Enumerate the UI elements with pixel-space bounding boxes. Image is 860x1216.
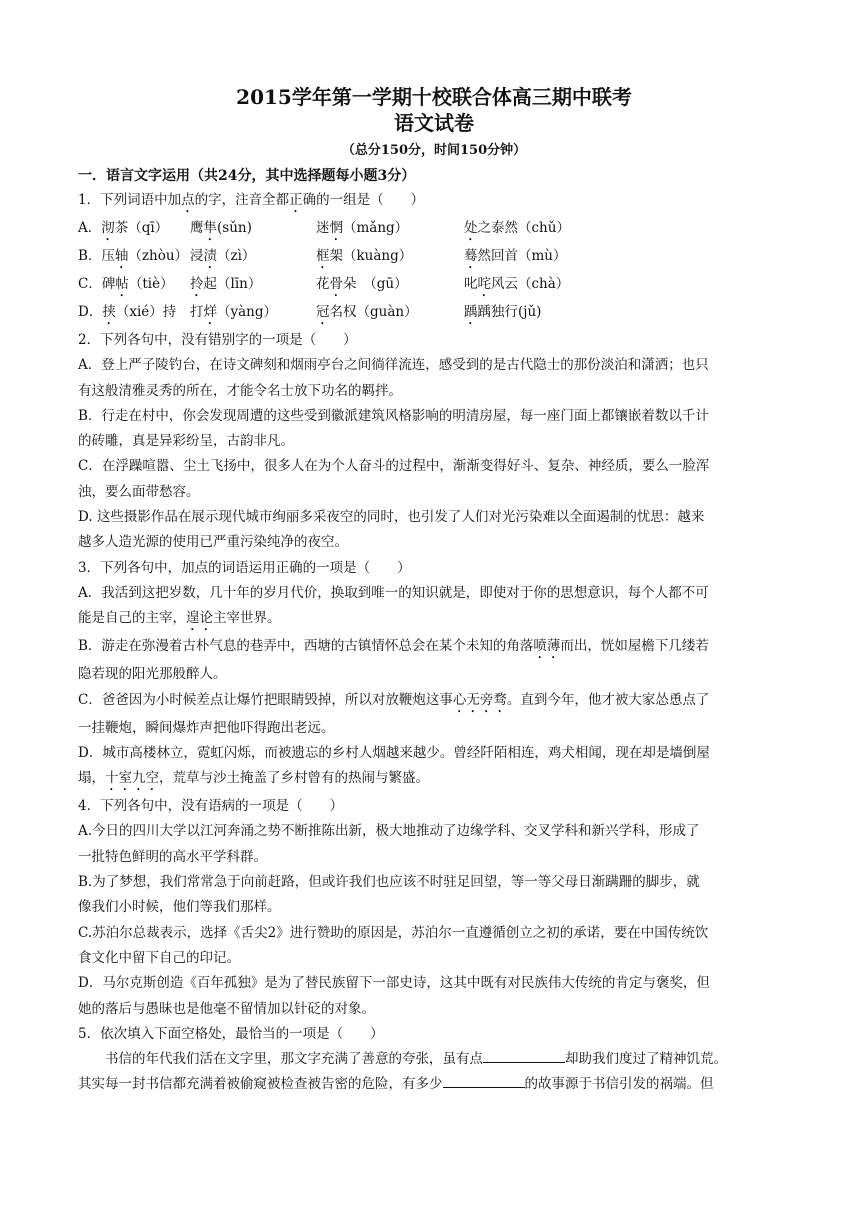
question-5-stem: 5．依次填入下面空格处，最恰当的一项是（ ） [78, 1025, 384, 1042]
marked-word: 喷薄 [533, 638, 561, 655]
question-3-option-b-line1 [78, 634, 790, 662]
text-span: B．游走在弥漫着古朴气息的巷弄中，西塘的古镇情怀总会在某个未知的角落 [78, 638, 534, 655]
exam-note: （总分150分，时间150分钟） [341, 143, 527, 158]
option-cell: 叱咤风云（chà） [464, 276, 570, 292]
question-2-option-b-line1: B．行走在村中，你会发现周遭的这些受到徽派建筑风格影响的明清房屋，每一座门面上都镶嵌着数以千计 [78, 407, 709, 424]
exam-page [78, 84, 790, 1098]
question-4-option-a-line1: A.今日的四川大学以江河奔涌之势不断推陈出新，极大地推动了边缘学科、交叉学科和新兴学科，形成了 [78, 823, 700, 840]
question-3-option-a-line1: A．我活到这把岁数，几十年的岁月代价，换取到唯一的知识就是，即使对于你的思想意识，每个人都不可 [78, 584, 709, 601]
question-3-option-a-line2: 能是自己的主宰，遑论主宰世界。 [78, 610, 281, 627]
question-1-option-a [78, 216, 790, 244]
option-cell: 打烊（yàng） [190, 304, 278, 320]
option-cell: 蓦然回首（mù） [464, 248, 567, 264]
text-span: 却助我们度过了精神饥荒。 [565, 1051, 727, 1068]
option-cell: 花骨朵 （gū） [316, 276, 408, 292]
question-2-option-d-line2: 越多人造光源的使用已严重污染纯净的夜空。 [78, 534, 348, 551]
option-cell: 鹰隼(sǔn) [190, 220, 252, 236]
text-span: 塌， [78, 770, 105, 787]
option-cell: A．沏茶（qī） [78, 220, 169, 236]
marked-word: 十室九空 [105, 770, 159, 787]
question-3-option-b-line2: 隐若现的阳光那般醉人。 [78, 666, 227, 683]
option-cell: 迷惘（mǎng） [316, 220, 409, 236]
option-cell: D．挟（xié）持 [78, 304, 177, 320]
option-cell: 冠名权（guàn） [316, 304, 418, 320]
question-4-option-b-line2: 像我们小时候，他们等我们那样。 [78, 899, 281, 916]
marked-word: 心无旁骛 [452, 691, 507, 708]
question-2-option-b-line2: 的砖雕，真是异彩纷呈，古韵非凡。 [78, 433, 294, 450]
option-cell: B．压轴（zhòu） [78, 248, 189, 264]
question-2-option-d-line1: D. 这些摄影作品在展示现代城市绚丽多采夜空的同时，也引发了人们对光污染难以全面遏制的忧思：越来 [78, 509, 705, 526]
text-span: 书信的年代我们活在文字里，那文字充满了善意的夸张，虽有点 [105, 1051, 483, 1068]
exam-subtitle: 语文试卷 [394, 111, 474, 135]
text-span: 而出，恍如屋檐下几缕若 [560, 638, 709, 655]
question-1-option-b [78, 244, 790, 272]
question-4-option-c-line2: 食文化中留下自己的印记。 [78, 949, 240, 966]
question-3-option-d-line2 [78, 766, 790, 794]
text-span: 其实每一封书信都充满着被偷窥被检查被告密的危险，有多少 [78, 1076, 443, 1093]
question-2-option-a-line1: A．登上严子陵钓台，在诗文碑刻和烟雨亭台之间徜徉流连，感受到的是古代隐士的那份淡泊和潇洒；也只 [78, 357, 709, 374]
exam-title: 2015学年第一学期十校联合体高三期中联考 [236, 85, 632, 109]
question-5-passage-line2 [78, 1072, 790, 1097]
section-heading: 一．语言文字运用（共24分，其中选择题每小题3分） [78, 168, 416, 184]
question-4-option-a-line2: 一批特色鲜明的高水平学科群。 [78, 848, 267, 865]
option-cell: 拎起（līn） [190, 276, 262, 292]
question-1-option-c [78, 272, 790, 300]
option-cell: 浸渍（zì） [190, 248, 256, 264]
question-2-stem: 2．下列各句中，没有错别字的一项是（ ） [78, 332, 357, 348]
option-cell: 框架（kuàng） [316, 248, 413, 264]
question-3-option-c-line1 [78, 688, 790, 716]
marked-word: 遑论 [186, 610, 213, 627]
question-4-stem: 4．下列各句中，没有语病的一项是（ ） [78, 798, 344, 815]
question-2-option-a-line2: 有这般清雅灵秀的所在，才能令名士放下功名的羁拌。 [78, 382, 402, 399]
option-cell: C．碑帖（tiè） [78, 276, 174, 292]
question-4-option-d-line2: 她的落后与愚昧也是他毫不留情加以针砭的对象。 [78, 1000, 375, 1017]
question-3-option-c-line2: 一挂鞭炮，瞬间爆炸声把他吓得跑出老远。 [78, 719, 335, 736]
question-4-option-c-line1: C.苏泊尔总裁表示，选择《舌尖2》进行赞助的原因是，苏泊尔一直遵循创立之初的承诺，要在中国传统饮 [78, 924, 709, 941]
text-span: ，荒草与沙土掩盖了乡村曾有的热闹与繁盛。 [159, 770, 429, 787]
text-span: 。直到今年，他才被大家怂恿点了 [506, 691, 710, 708]
question-5-passage-line1 [78, 1047, 790, 1072]
question-3-stem: 3．下列各句中，加点的词语运用正确的一项是（ ） [78, 559, 411, 576]
option-cell: 处之泰然（chǔ） [464, 220, 570, 236]
fill-blank [483, 1048, 565, 1063]
question-4-option-d-line1: D．马尔克斯创造《百年孤独》是为了替民族留下一部史诗，这其中既有对民族伟大传统的肯定与褒奖，但 [78, 975, 710, 992]
question-4-option-b-line1: B.为了梦想，我们常常急于向前赶路，但或许我们也应该不时驻足回望，等一等父母日渐蹒跚的脚步，就 [78, 874, 700, 891]
question-1-stem: 1．下列词语中加点的字，注音全都正确的一组是（ ） [78, 192, 425, 208]
text-span: 的故事源于书信引发的祸端。但 [524, 1076, 714, 1093]
question-2-option-c-line1: C．在浮躁喧嚣、尘土飞扬中，很多人在为个人奋斗的过程中，渐渐变得好斗、复杂、神经质，要么一脸浑 [78, 458, 710, 475]
question-2-option-c-line2: 浊，要么面带愁容。 [78, 483, 200, 500]
fill-blank [443, 1073, 525, 1088]
text-span: C．爸爸因为小时候差点让爆竹把眼睛毁掉，所以对放鞭炮这事 [78, 691, 453, 708]
option-cell: 踽踽独行(jǔ) [464, 304, 542, 320]
question-3-option-d-line1: D．城市高楼林立，霓虹闪烁，而被遗忘的乡村人烟越来越少。曾经阡陌相连，鸡犬相闻，现在却是墙倒屋 [78, 744, 710, 761]
question-1-option-d [78, 300, 790, 328]
